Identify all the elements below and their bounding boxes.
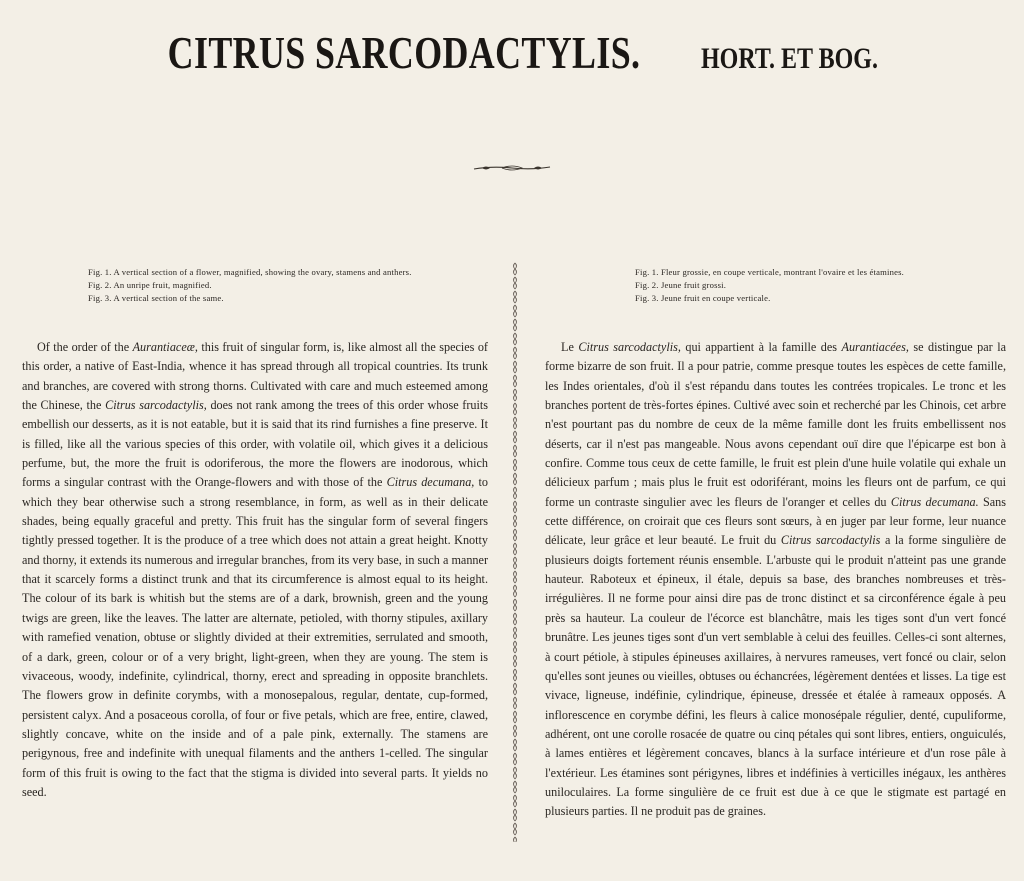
- fig-number: Fig. 3.: [635, 293, 659, 303]
- text-run: this fruit of singular form, is, like almost all the species of this order, a native of East-India, whence it has spread through all tropical countries. Its trunk and branches, are covered with strong thorns. Cultivated with care and much esteemed among the Chinese, the: [22, 340, 488, 413]
- italic-term: Citrus decumana.: [890, 494, 979, 509]
- fig-number: Fig. 1.: [88, 267, 112, 277]
- french-paragraph: [545, 338, 1006, 822]
- fig-text: A vertical section of the same.: [113, 293, 224, 303]
- text-run: to which they bear otherwise such a strong resemblance, in form, as well as in their delicate shades, being equally graceful and pretty. This fruit has the singular form of several fingers tightly pressed together. It is the produce of a tree which does not attain a great height. Knotty and thorny, it extends its numerous and irregular branches, from its very base, in such a manner that it scarcely forms a distinct trunk and that its circumference is almost equal to its height. The colour of its bark is whitish but the stems are of a dark, brownish, green and the young twigs are green, like the leaves. The latter are alternate, petioled, with thorny stipules, axillary with ramefied venation, obtuse or slightly divided at their extremities, serrulated and smooth, of a dark, green, colour or of a very bright, light-green, when they are young. The stem is vivaceous, woody, indefinite, cylindrical, thorny, erect and spreading in opposite branchlets. The flowers grow in definite corymbs, with a monosepalous, regular, dentate, cup-formed, persistent calyx. And a posaceous corolla, of four or five petals, which are free, entire, clawed, slightly concave, white on the inside and of a pale pink, externally. The stamens are perigynous, free and indefinite with unequal filaments and the anthers 1-celled. The singular form of this fruit is owing to the fact that the stigma is divided into several parts. It yields no seed.: [22, 475, 488, 799]
- title-species: CITRUS SARCODACTYLIS.: [168, 27, 641, 78]
- fig-text: A vertical section of a flower, magnified, showing the ovary, stamens and anthers.: [113, 267, 412, 277]
- fig-text: Jeune fruit grossi.: [660, 280, 727, 290]
- fig-text: An unripe fruit, magnified.: [113, 280, 212, 290]
- text-run: a la forme singulière de plusieurs doigts fortement réunis ensemble. L'arbuste qui le produit n'atteint pas une grande hauteur. Raboteux et épineux, il étale, depuis sa base, des branches nombreuses et très-irrégulières. Il ne forme pour ainsi dire pas de tronc distinct et sa circonférence égale à peu près sa hauteur. La couleur de l'écorce est blanchâtre, mais les tiges sont d'un vert foncé brunâtre. Les jeunes tiges sont d'un vert semblable à celui des feuilles. Celles-ci sont alternes, à court pétiole, à stipules épineuses axillaires, à nervures rameuses, vert foncé ou clair, selon qu'elles sont jeunes ou vieilles, obtuses ou échancrées, légèrement dentées et lisses. La tige est vivace, ligneuse, indéfinie, cylindrique, épineuse, dressée et étalée à rameaux opposés. A inflorescence en corymbe défini, les fleurs à calice monosépale régulier, denté, cupuliforme, adhérent, ont une corolle rosacée de quatre ou cinq pétales qui sont libres, entiers, onguiculés, à lames entières et légèrement concaves, blancs à la surface intérieure et d'un rose pâle à l'extérieur. Les étamines sont périgynes, libres et indéfinies à verticilles inégaux, les anthères uniloculaires. La forme singulière de ce fruit est due à ce que le stigmate est partagé en plusieurs parties. Il ne produit pas de graines.: [545, 533, 1006, 819]
- text-run: qui appartient à la famille des: [680, 340, 838, 354]
- ornament-flourish-icon: [472, 160, 552, 176]
- column-divider: [510, 262, 520, 842]
- fig-text: Fleur grossie, en coupe verticale, montrant l'ovaire et les étamines.: [660, 267, 904, 277]
- english-paragraph: [22, 338, 488, 802]
- italic-term: Citrus sarcodactylis,: [578, 340, 681, 354]
- italic-term: Aurantiacées,: [841, 340, 909, 354]
- italic-term: Citrus sarcodactylis,: [105, 398, 207, 413]
- italic-term: Citrus decumana,: [386, 475, 475, 490]
- fig-number: Fig. 3.: [88, 293, 112, 303]
- fig-text: Jeune fruit en coupe verticale.: [660, 293, 771, 303]
- text-run: Of the order of the: [37, 340, 130, 354]
- title-authority: HORT. ET BOG.: [701, 42, 879, 75]
- fig-number: Fig. 2.: [88, 280, 112, 290]
- fig-number: Fig. 1.: [635, 267, 659, 277]
- text-run: se distingue par la forme bizarre de son fruit. Il a pour patrie, comme presque toutes les espèces de cette famille, les Indes orientales, d'où il s'est répandu dans toutes les contrées tropicales. Le tronc et les branches portent de très-fortes épines. Cultivé avec soin et recherché par les Chinois, cet arbre n'est pourtant pas du nombre de ceux de la même famille dont les fruits embellissent nos déserts, car il n'est pas mangeable. Nous avons cependant ouï dire que l'épicarpe est bon à confire. Comme tous ceux de cette famille, le fruit est plein d'une huile volatile qui exhale un délicieux parfum ; mais plus le fruit est odoriférant, moins les fleurs ont de parfum, ce qui forme un contraste singulier avec les fleurs de l'oranger et celles du: [545, 340, 1006, 509]
- figure-captions-english: [88, 266, 488, 305]
- text-run: Le: [561, 340, 574, 354]
- fig-caption: [635, 292, 1015, 305]
- fig-number: Fig. 2.: [635, 280, 659, 290]
- english-text-column: [22, 338, 488, 802]
- italic-term: Citrus sarcodactylis: [780, 533, 881, 548]
- fig-caption: [88, 279, 488, 292]
- fig-caption: [635, 279, 1015, 292]
- text-run: does not rank among the trees of this order whose fruits embellish our desserts, as it is not eatable, but it is said that its rind furnishes a fine preserve. It is filled, like all the various species of this order, with volatile oil, which gives it a delicious perfume, but, the more the fruit is odoriferous, the more the flowers are inodorous, which forms a singular contrast with the Orange-flowers and with those of the: [22, 398, 488, 490]
- fig-caption: [88, 266, 488, 279]
- figure-captions-french: [635, 266, 1015, 305]
- fig-caption: [88, 292, 488, 305]
- french-text-column: [545, 338, 1006, 822]
- page-title: [0, 26, 1024, 79]
- fig-caption: [635, 266, 1015, 279]
- text-run: Sans cette différence, on croirait que ces fleurs sont sœurs, à en juger par leur forme, leur nuance délicate, leur grâce et leur beauté. Le fruit du: [545, 494, 1006, 548]
- italic-term: Aurantiaceæ,: [132, 340, 198, 354]
